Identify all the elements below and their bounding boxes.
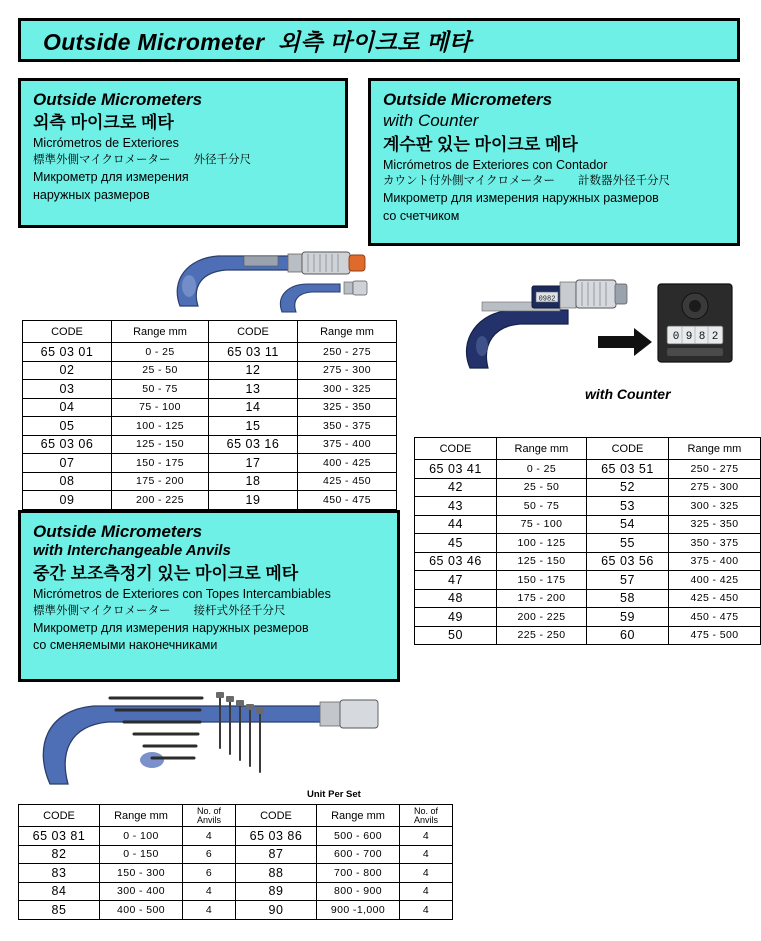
table-row: [23, 343, 397, 362]
table-row: [415, 497, 761, 516]
plain-title-ru-1: Микрометр для измерения: [33, 170, 189, 185]
table-row: [23, 398, 397, 417]
cell-range: 450 - 475: [668, 608, 760, 627]
table-counter-micrometers: [414, 437, 761, 645]
cell-range: 375 - 400: [668, 552, 760, 571]
cell-code: 15: [209, 417, 298, 436]
cell-code: 45: [415, 534, 497, 553]
cell-code: 08: [23, 472, 112, 491]
col-code-left: CODE: [415, 438, 497, 460]
table-row: [19, 882, 453, 901]
table-row: [23, 380, 397, 399]
page-title-banner: [18, 18, 740, 62]
cell-range: 900 -1,000: [317, 901, 400, 920]
cell-code: 05: [23, 417, 112, 436]
cell-range: 200 - 225: [112, 491, 209, 510]
cell-range: 375 - 400: [298, 435, 397, 454]
anvils-title-en-1: Outside Micrometers: [33, 522, 203, 541]
svg-text:8: 8: [698, 331, 706, 343]
cell-range: 50 - 75: [112, 380, 209, 399]
cell-code: 14: [209, 398, 298, 417]
cell-range: 100 - 125: [112, 417, 209, 436]
cell-range: 75 - 100: [112, 398, 209, 417]
anvils-title-en-2: with Interchangeable Anvils: [33, 542, 231, 560]
cell-range: 150 - 175: [496, 571, 586, 590]
cell-code: 65 03 11: [209, 343, 298, 362]
anvils-title-ru-1: Микрометр для измерения наружных резмеров: [33, 620, 309, 635]
cell-range: 100 - 125: [496, 534, 586, 553]
table-row: [415, 589, 761, 608]
cell-code: 58: [587, 589, 669, 608]
cell-code: 02: [23, 361, 112, 380]
cell-range: 150 - 300: [100, 864, 183, 883]
table-row: [23, 454, 397, 473]
cell-range: 275 - 300: [298, 361, 397, 380]
cell-range: 425 - 450: [668, 589, 760, 608]
cell-code: 04: [23, 398, 112, 417]
cell-code: 65 03 56: [587, 552, 669, 571]
cell-code: 18: [209, 472, 298, 491]
cell-anvils: 4: [183, 882, 236, 901]
col-anvils-line1: No. of: [196, 805, 221, 816]
table-row: [23, 472, 397, 491]
plain-title-jp: 標準外側マイクロメーター 外径千分尺: [33, 153, 252, 166]
cell-range: 700 - 800: [317, 864, 400, 883]
cell-range: 225 - 250: [496, 626, 586, 645]
cell-anvils: 4: [183, 901, 236, 920]
cell-range: 450 - 475: [298, 491, 397, 510]
cell-code: 59: [587, 608, 669, 627]
cell-code: 19: [209, 491, 298, 510]
cell-range: 250 - 275: [668, 460, 760, 479]
arrow-icon: [598, 328, 652, 356]
col-code-right: CODE: [236, 805, 317, 827]
cell-range: 325 - 350: [298, 398, 397, 417]
cell-range: 175 - 200: [496, 589, 586, 608]
cell-code: 65 03 16: [209, 435, 298, 454]
cell-range: 400 - 500: [100, 901, 183, 920]
cell-range: 200 - 225: [496, 608, 586, 627]
col-range-right: Range mm: [317, 805, 400, 827]
cell-range: 600 - 700: [317, 845, 400, 864]
cell-code: 42: [415, 478, 497, 497]
cell-anvils: 4: [400, 882, 453, 901]
cell-anvils: 6: [183, 845, 236, 864]
cell-code: 65 03 81: [19, 827, 100, 846]
svg-text:0: 0: [672, 331, 680, 343]
cell-code: 90: [236, 901, 317, 920]
col-range-right: Range mm: [668, 438, 760, 460]
cell-code: 89: [236, 882, 317, 901]
cell-code: 65 03 01: [23, 343, 112, 362]
col-anvils-left: [183, 805, 236, 827]
cell-range: 0 - 150: [100, 845, 183, 864]
col-range-left: Range mm: [100, 805, 183, 827]
table-row: [19, 864, 453, 883]
cell-anvils: 4: [183, 827, 236, 846]
counter-title-jp: カウント付外側マイクロメーター 計数器外径千分尺: [383, 175, 671, 188]
cell-code: 47: [415, 571, 497, 590]
cell-anvils: 6: [183, 864, 236, 883]
table-row: [19, 827, 453, 846]
table-row: [19, 845, 453, 864]
col-range-right: Range mm: [298, 321, 397, 343]
cell-code: 60: [587, 626, 669, 645]
cell-code: 49: [415, 608, 497, 627]
anvils-title-ko: 중간 보조측정기 있는 마이크로 메타: [33, 564, 299, 583]
cell-range: 25 - 50: [112, 361, 209, 380]
cell-range: 350 - 375: [668, 534, 760, 553]
cell-range: 125 - 150: [112, 435, 209, 454]
col-anvils-right: [400, 805, 453, 827]
cell-range: 425 - 450: [298, 472, 397, 491]
cell-range: 175 - 200: [112, 472, 209, 491]
cell-code: 54: [587, 515, 669, 534]
cell-code: 84: [19, 882, 100, 901]
counter-title-es: Micrómetros de Exteriores con Contador: [383, 157, 608, 172]
svg-text:9: 9: [685, 331, 693, 343]
cell-range: 475 - 500: [668, 626, 760, 645]
cell-range: 0 - 25: [496, 460, 586, 479]
cell-range: 325 - 350: [668, 515, 760, 534]
cell-range: 300 - 400: [100, 882, 183, 901]
cell-range: 0 - 100: [100, 827, 183, 846]
cell-anvils: 4: [400, 901, 453, 920]
cell-anvils: 4: [400, 845, 453, 864]
cell-code: 07: [23, 454, 112, 473]
cell-code: 82: [19, 845, 100, 864]
col-range-left: Range mm: [496, 438, 586, 460]
section-header-plain: [18, 78, 348, 228]
cell-range: 350 - 375: [298, 417, 397, 436]
cell-range: 125 - 150: [496, 552, 586, 571]
cell-range: 150 - 175: [112, 454, 209, 473]
cell-code: 17: [209, 454, 298, 473]
section-header-counter: [368, 78, 740, 246]
cell-code: 83: [19, 864, 100, 883]
cell-range: 300 - 325: [298, 380, 397, 399]
counter-caption: with Counter: [585, 386, 671, 402]
counter-title-en-1: Outside Micrometers: [383, 90, 553, 109]
table-row: [23, 417, 397, 436]
col-anvils-line2: Anvils: [413, 814, 438, 825]
cell-code: 44: [415, 515, 497, 534]
table-row: [415, 515, 761, 534]
table-row: [415, 478, 761, 497]
table-row: [23, 491, 397, 510]
anvils-title-es: Micrómetros de Exteriores con Topes Intercambiables: [33, 587, 331, 602]
svg-text:0982: 0982: [538, 295, 556, 304]
table-row: [415, 626, 761, 645]
svg-text:2: 2: [711, 331, 719, 343]
col-anvils-line2: Anvils: [196, 814, 221, 825]
cell-range: 50 - 75: [496, 497, 586, 516]
cell-code: 50: [415, 626, 497, 645]
cell-code: 65 03 06: [23, 435, 112, 454]
unit-per-set-label: Unit Per Set: [307, 789, 361, 800]
cell-code: 09: [23, 491, 112, 510]
cell-anvils: 4: [400, 864, 453, 883]
table-row: [415, 608, 761, 627]
counter-title-ru-1: Микрометр для измерения наружных размеров: [383, 191, 659, 206]
counter-title-ru-2: со счетчиком: [383, 208, 460, 223]
cell-range: 300 - 325: [668, 497, 760, 516]
counter-title-ko: 계수판 있는 마이크로 메타: [383, 134, 578, 154]
cell-range: 500 - 600: [317, 827, 400, 846]
plain-title-en: Outside Micrometers: [33, 90, 203, 109]
cell-code: 55: [587, 534, 669, 553]
cell-range: 75 - 100: [496, 515, 586, 534]
cell-code: 03: [23, 380, 112, 399]
table-row: [415, 571, 761, 590]
cell-code: 52: [587, 478, 669, 497]
table-anvils-micrometers: [18, 804, 453, 920]
col-range-left: Range mm: [112, 321, 209, 343]
cell-range: 400 - 425: [298, 454, 397, 473]
micrometer-illustration-anvils: [24, 688, 384, 788]
table-row: [23, 435, 397, 454]
cell-code: 13: [209, 380, 298, 399]
cell-code: 57: [587, 571, 669, 590]
micrometer-illustration-plain: [140, 228, 370, 320]
cell-code: 53: [587, 497, 669, 516]
col-anvils-line1: No. of: [413, 805, 438, 816]
cell-range: 800 - 900: [317, 882, 400, 901]
cell-code: 43: [415, 497, 497, 516]
table-row: [415, 534, 761, 553]
col-code-left: CODE: [19, 805, 100, 827]
col-code-left: CODE: [23, 321, 112, 343]
cell-code: 12: [209, 361, 298, 380]
plain-title-ko: 외측 마이크로 메타: [33, 113, 174, 133]
plain-title-es: Micrómetros de Exteriores: [33, 136, 179, 151]
cell-range: 0 - 25: [112, 343, 209, 362]
cell-range: 250 - 275: [298, 343, 397, 362]
cell-code: 87: [236, 845, 317, 864]
plain-title-ru-2: наружных размеров: [33, 187, 150, 202]
cell-anvils: 4: [400, 827, 453, 846]
col-code-right: CODE: [587, 438, 669, 460]
micrometer-illustration-counter: [448, 250, 738, 380]
anvils-title-jp: 標準外側マイクロメーター 接杆式外径千分尺: [33, 604, 286, 617]
page-title: Outside Micrometer 외측 마이크로 메타: [43, 28, 472, 55]
cell-code: 85: [19, 901, 100, 920]
cell-code: 65 03 41: [415, 460, 497, 479]
cell-code: 88: [236, 864, 317, 883]
section-header-anvils: [18, 510, 400, 682]
cell-code: 65 03 51: [587, 460, 669, 479]
counter-title-en-2: with Counter: [383, 111, 479, 131]
cell-range: 400 - 425: [668, 571, 760, 590]
table-row: [415, 552, 761, 571]
anvils-title-ru-2: со сменяемыми наконечниками: [33, 638, 218, 653]
cell-code: 65 03 46: [415, 552, 497, 571]
cell-code: 65 03 86: [236, 827, 317, 846]
cell-range: 25 - 50: [496, 478, 586, 497]
table-row: [19, 901, 453, 920]
table-row: [23, 361, 397, 380]
cell-range: 275 - 300: [668, 478, 760, 497]
table-plain-micrometers: [22, 320, 397, 528]
table-row: [415, 460, 761, 479]
col-code-right: CODE: [209, 321, 298, 343]
cell-code: 48: [415, 589, 497, 608]
